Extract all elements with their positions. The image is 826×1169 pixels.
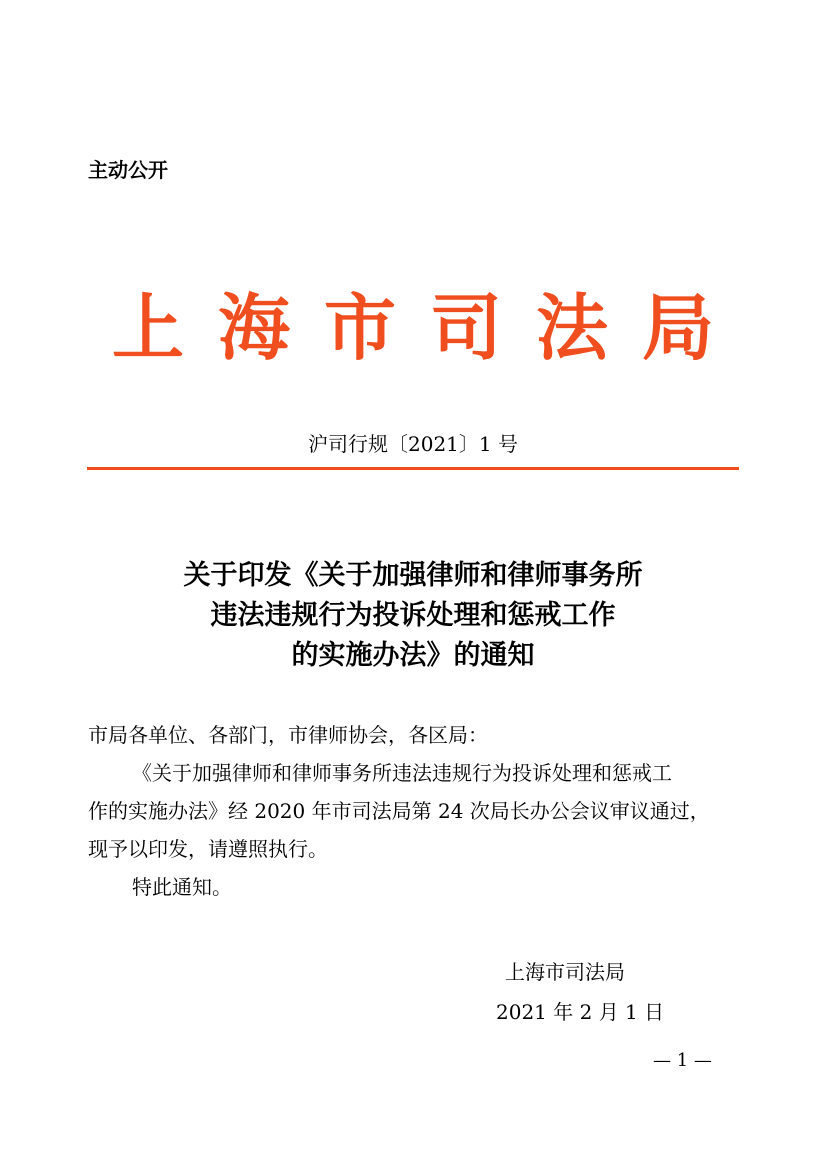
page-number: — 1 — [653,1050,712,1071]
document-body [88,716,740,906]
addressee: 市局各单位、各部门，市律师协会，各区局： [88,723,488,747]
body-line-1: 《关于加强律师和律师事务所违法违规行为投诉处理和惩戒工 [132,761,672,785]
disclosure-label: 主动公开 [88,158,168,182]
issuer-header: 上海市司法局 [111,285,748,370]
title-line-1: 关于印发《关于加强律师和律师事务所 [183,560,643,591]
body-line-3: 现予以印发，请遵照执行。 [88,837,328,861]
document-number: 沪司行规〔2021〕1 号 [308,432,518,456]
body-line-2: 作的实施办法》经 2020 年市司法局第 24 次局长办公会议审议通过， [88,799,710,823]
title-line-2: 违法违规行为投诉处理和惩戒工作 [210,600,616,631]
document-title [0,556,826,676]
signature-org: 上海市司法局 [505,960,625,984]
signature-date: 2021 年 2 月 1 日 [496,1000,665,1024]
title-line-3: 的实施办法》的通知 [291,640,535,671]
header-divider [87,467,739,470]
closing-line: 特此通知。 [132,875,232,899]
